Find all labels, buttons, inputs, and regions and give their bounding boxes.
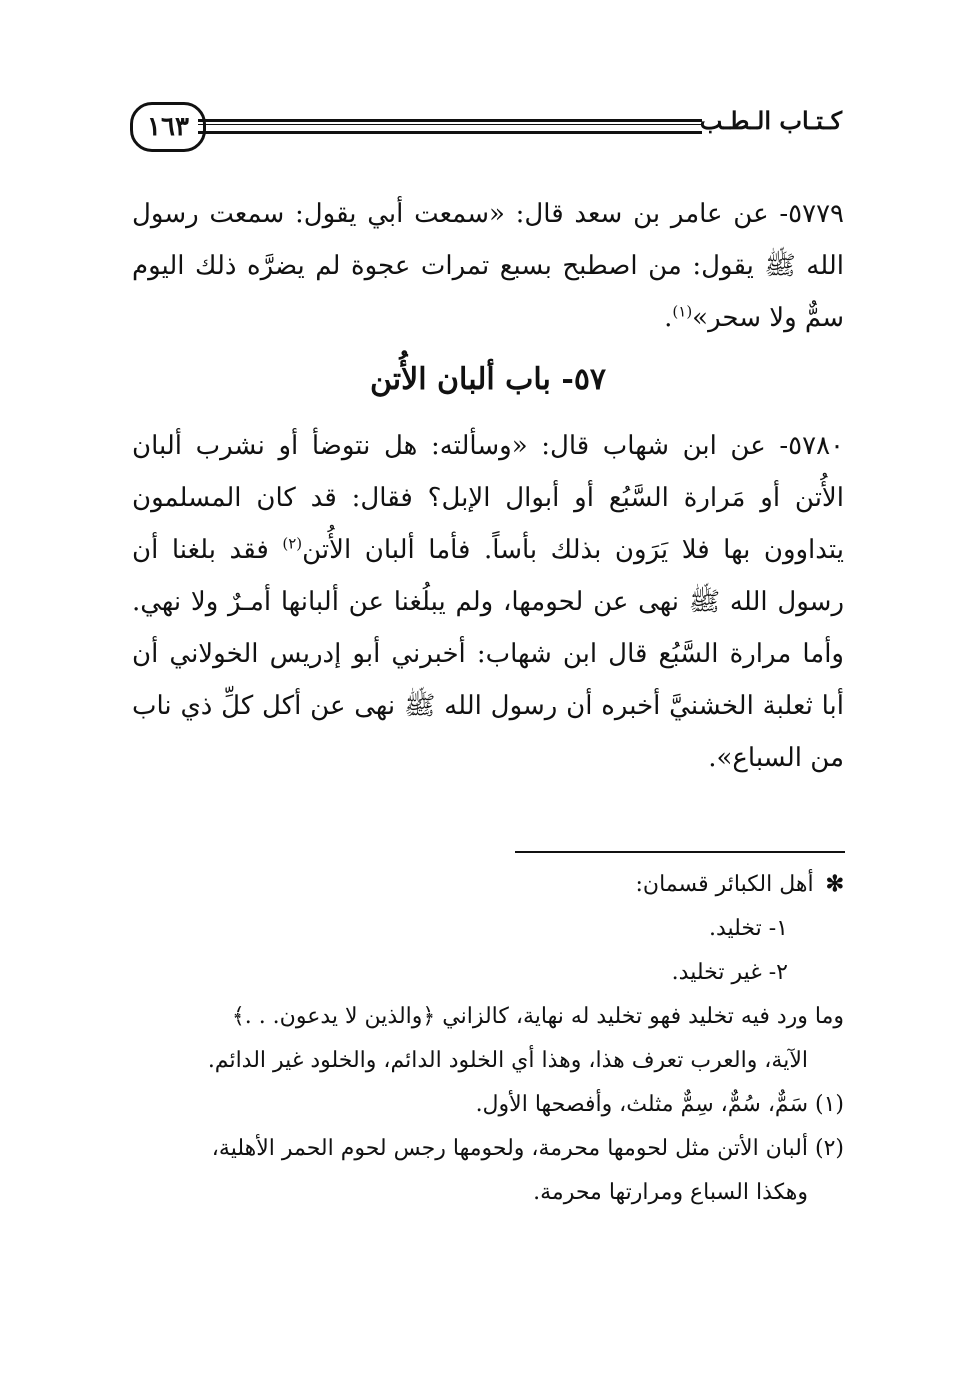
asterisk-icon: ✻ bbox=[825, 871, 844, 897]
page-number: ١٦٣ bbox=[147, 112, 189, 142]
hadith-text-part1: عن ابن شهاب قال: «وسألته: هل نتوضأ أو نشرب ألبان الأُتن أو مَرارة السَّبُع أو أبوال الإبل؟ فقال: قد كان المسلمون يتداوون بها فلا يَرَون بذلك بأساً. فأما ألبان الأُتن bbox=[132, 431, 845, 565]
book-title: كـتـاب الـطـب bbox=[699, 106, 842, 135]
hadith-text: عن عامر بن سعد قال: «سمعت أبي يقول: سمعت رسول الله ﷺ يقول: من اصطبح بسبع تمرات عجوة لم يضرَّه ذلك اليوم سمٌّ ولا سحر» bbox=[132, 199, 844, 333]
header-rule bbox=[198, 119, 702, 134]
footnote-ref: (١) bbox=[672, 302, 693, 321]
hadith-5779 bbox=[132, 188, 844, 344]
hadith-text-part2: فقد بلغنا أن رسول الله ﷺ نهى عن لحومها، ولم يبلُغنا عن ألبانها أمـرٌ ولا نهي. وأما مرارة السَّبُع قال ابن شهاب: أخبرني أبو إدريس الخولاني أن أبا ثعلبة الخشنيَّ أخبره أن رسول الله ﷺ نهى عن أكل كلِّ ذي ناب من السباع». bbox=[132, 535, 844, 773]
footnote-ref: (٢) bbox=[282, 534, 303, 553]
hadith-end: . bbox=[664, 303, 673, 333]
footnote-list-item: ١- تخليد. bbox=[708, 916, 788, 941]
footnote-paragraph-line: الآية، والعرب تعرف هذا، وهذا أي الخلود الدائم، والخلود غير الدائم. bbox=[207, 1048, 808, 1073]
hadith-number: ٥٧٨٠- bbox=[779, 431, 845, 461]
footnote-star-line bbox=[132, 862, 844, 907]
page-header bbox=[130, 102, 842, 150]
footnote-1: (١) سَمٌّ، سُمٌّ، سِمٌّ مثلث، وأفصحها الأول. bbox=[475, 1092, 844, 1117]
footnote-list-item: ٢- غير تخليد. bbox=[671, 960, 788, 985]
footnote-paragraph-line: وما ورد فيه تخليد فهو تخليد له نهاية، كالزاني ﴿والذين لا يدعون. . .﴾ bbox=[231, 1004, 844, 1029]
footnotes bbox=[132, 862, 844, 1215]
chapter-title: ٥٧- باب ألبان الأُتن bbox=[369, 362, 607, 397]
footnote-separator bbox=[515, 851, 845, 853]
hadith-5780 bbox=[132, 420, 844, 784]
hadith-number: ٥٧٧٩- bbox=[779, 199, 845, 229]
footnote-2-continued: وهكذا السباع ومرارتها محرمة. bbox=[533, 1180, 808, 1205]
footnote-2: (٢) ألبان الأتن مثل لحومها محرمة، ولحومها رجس لحوم الحمر الأهلية، bbox=[211, 1136, 844, 1161]
page-number-badge bbox=[130, 102, 206, 152]
footnote-star-text: أهل الكبائر قسمان: bbox=[635, 872, 814, 897]
